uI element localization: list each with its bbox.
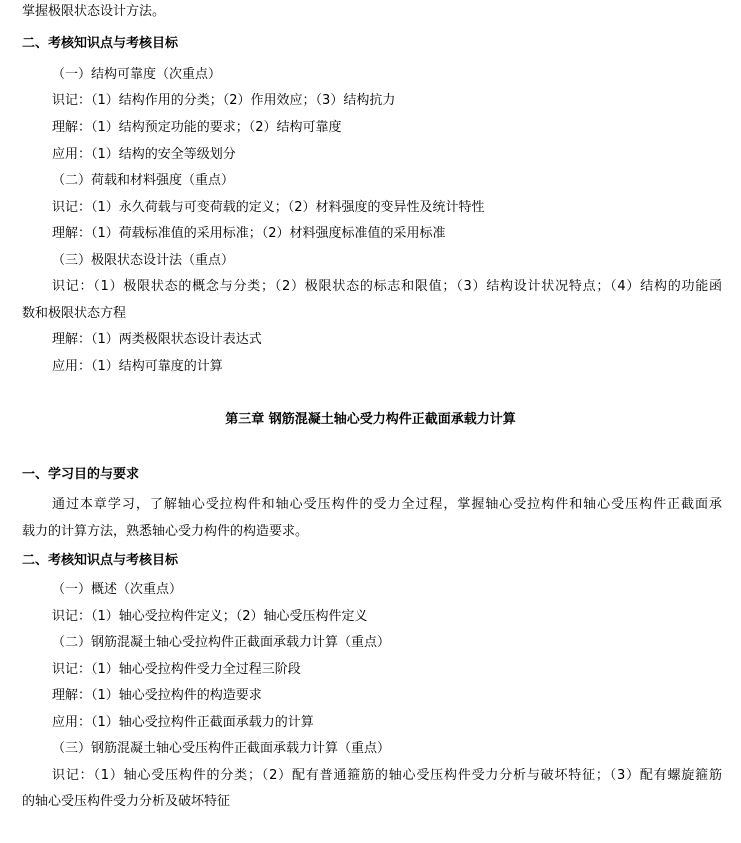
paragraph-line: 载力的计算方法，熟悉轴心受力构件的构造要求。	[22, 524, 309, 539]
section-heading: 一、学习目的与要求	[22, 467, 140, 482]
subsection-heading: （一）结构可靠度（次重点）	[52, 67, 222, 82]
subsection-heading: （三）钢筋混凝土轴心受压构件正截面承载力计算（重点）	[52, 741, 391, 756]
list-item: 识记：（1）轴心受压构件的分类；（2）配有普通箍筋的轴心受压构件受力分析与破坏特征；（3）配有螺旋箍筋	[52, 768, 722, 783]
section-heading: 二、考核知识点与考核目标	[22, 553, 179, 568]
paragraph-line: 掌握极限状态设计方法。	[22, 4, 166, 19]
list-item-continuation: 的轴心受压构件受力分析及破坏特征	[22, 794, 231, 809]
list-item: 应用：（1）结构的安全等级划分	[52, 147, 236, 162]
chapter-title: 第三章 钢筋混凝土轴心受力构件正截面承载力计算	[225, 412, 516, 427]
subsection-heading: （一）概述（次重点）	[52, 582, 183, 597]
paragraph-line: 通过本章学习，了解轴心受拉构件和轴心受压构件的受力全过程，掌握轴心受拉构件和轴心受压构件正截面承	[52, 497, 722, 512]
subsection-heading: （二）钢筋混凝土轴心受拉构件正截面承载力计算（重点）	[52, 635, 391, 650]
list-item-continuation: 数和极限状态方程	[22, 306, 127, 321]
list-item: 应用：（1）结构可靠度的计算	[52, 359, 223, 374]
list-item: 识记：（1）结构作用的分类；（2）作用效应；（3）结构抗力	[52, 93, 396, 108]
list-item: 理解：（1）结构预定功能的要求；（2）结构可靠度	[52, 120, 342, 135]
subsection-heading: （二）荷载和材料强度（重点）	[52, 173, 235, 188]
list-item: 应用：（1）轴心受拉构件正截面承载力的计算	[52, 715, 314, 730]
section-heading: 二、考核知识点与考核目标	[22, 36, 179, 51]
list-item: 识记：（1）轴心受拉构件定义；（2）轴心受压构件定义	[52, 609, 368, 624]
list-item: 识记：（1）极限状态的概念与分类；（2）极限状态的标志和限值；（3）结构设计状况特点；（4）结构的功能函	[52, 279, 722, 294]
list-item: 理解：（1）荷载标准值的采用标准；（2）材料强度标准值的采用标准	[52, 226, 446, 241]
list-item: 理解：（1）两类极限状态设计表达式	[52, 332, 262, 347]
subsection-heading: （三）极限状态设计法（重点）	[52, 253, 235, 268]
list-item: 识记：（1）轴心受拉构件受力全过程三阶段	[52, 662, 301, 677]
list-item: 理解：（1）轴心受拉构件的构造要求	[52, 688, 262, 703]
list-item: 识记：（1）永久荷载与可变荷载的定义；（2）材料强度的变异性及统计特性	[52, 200, 485, 215]
